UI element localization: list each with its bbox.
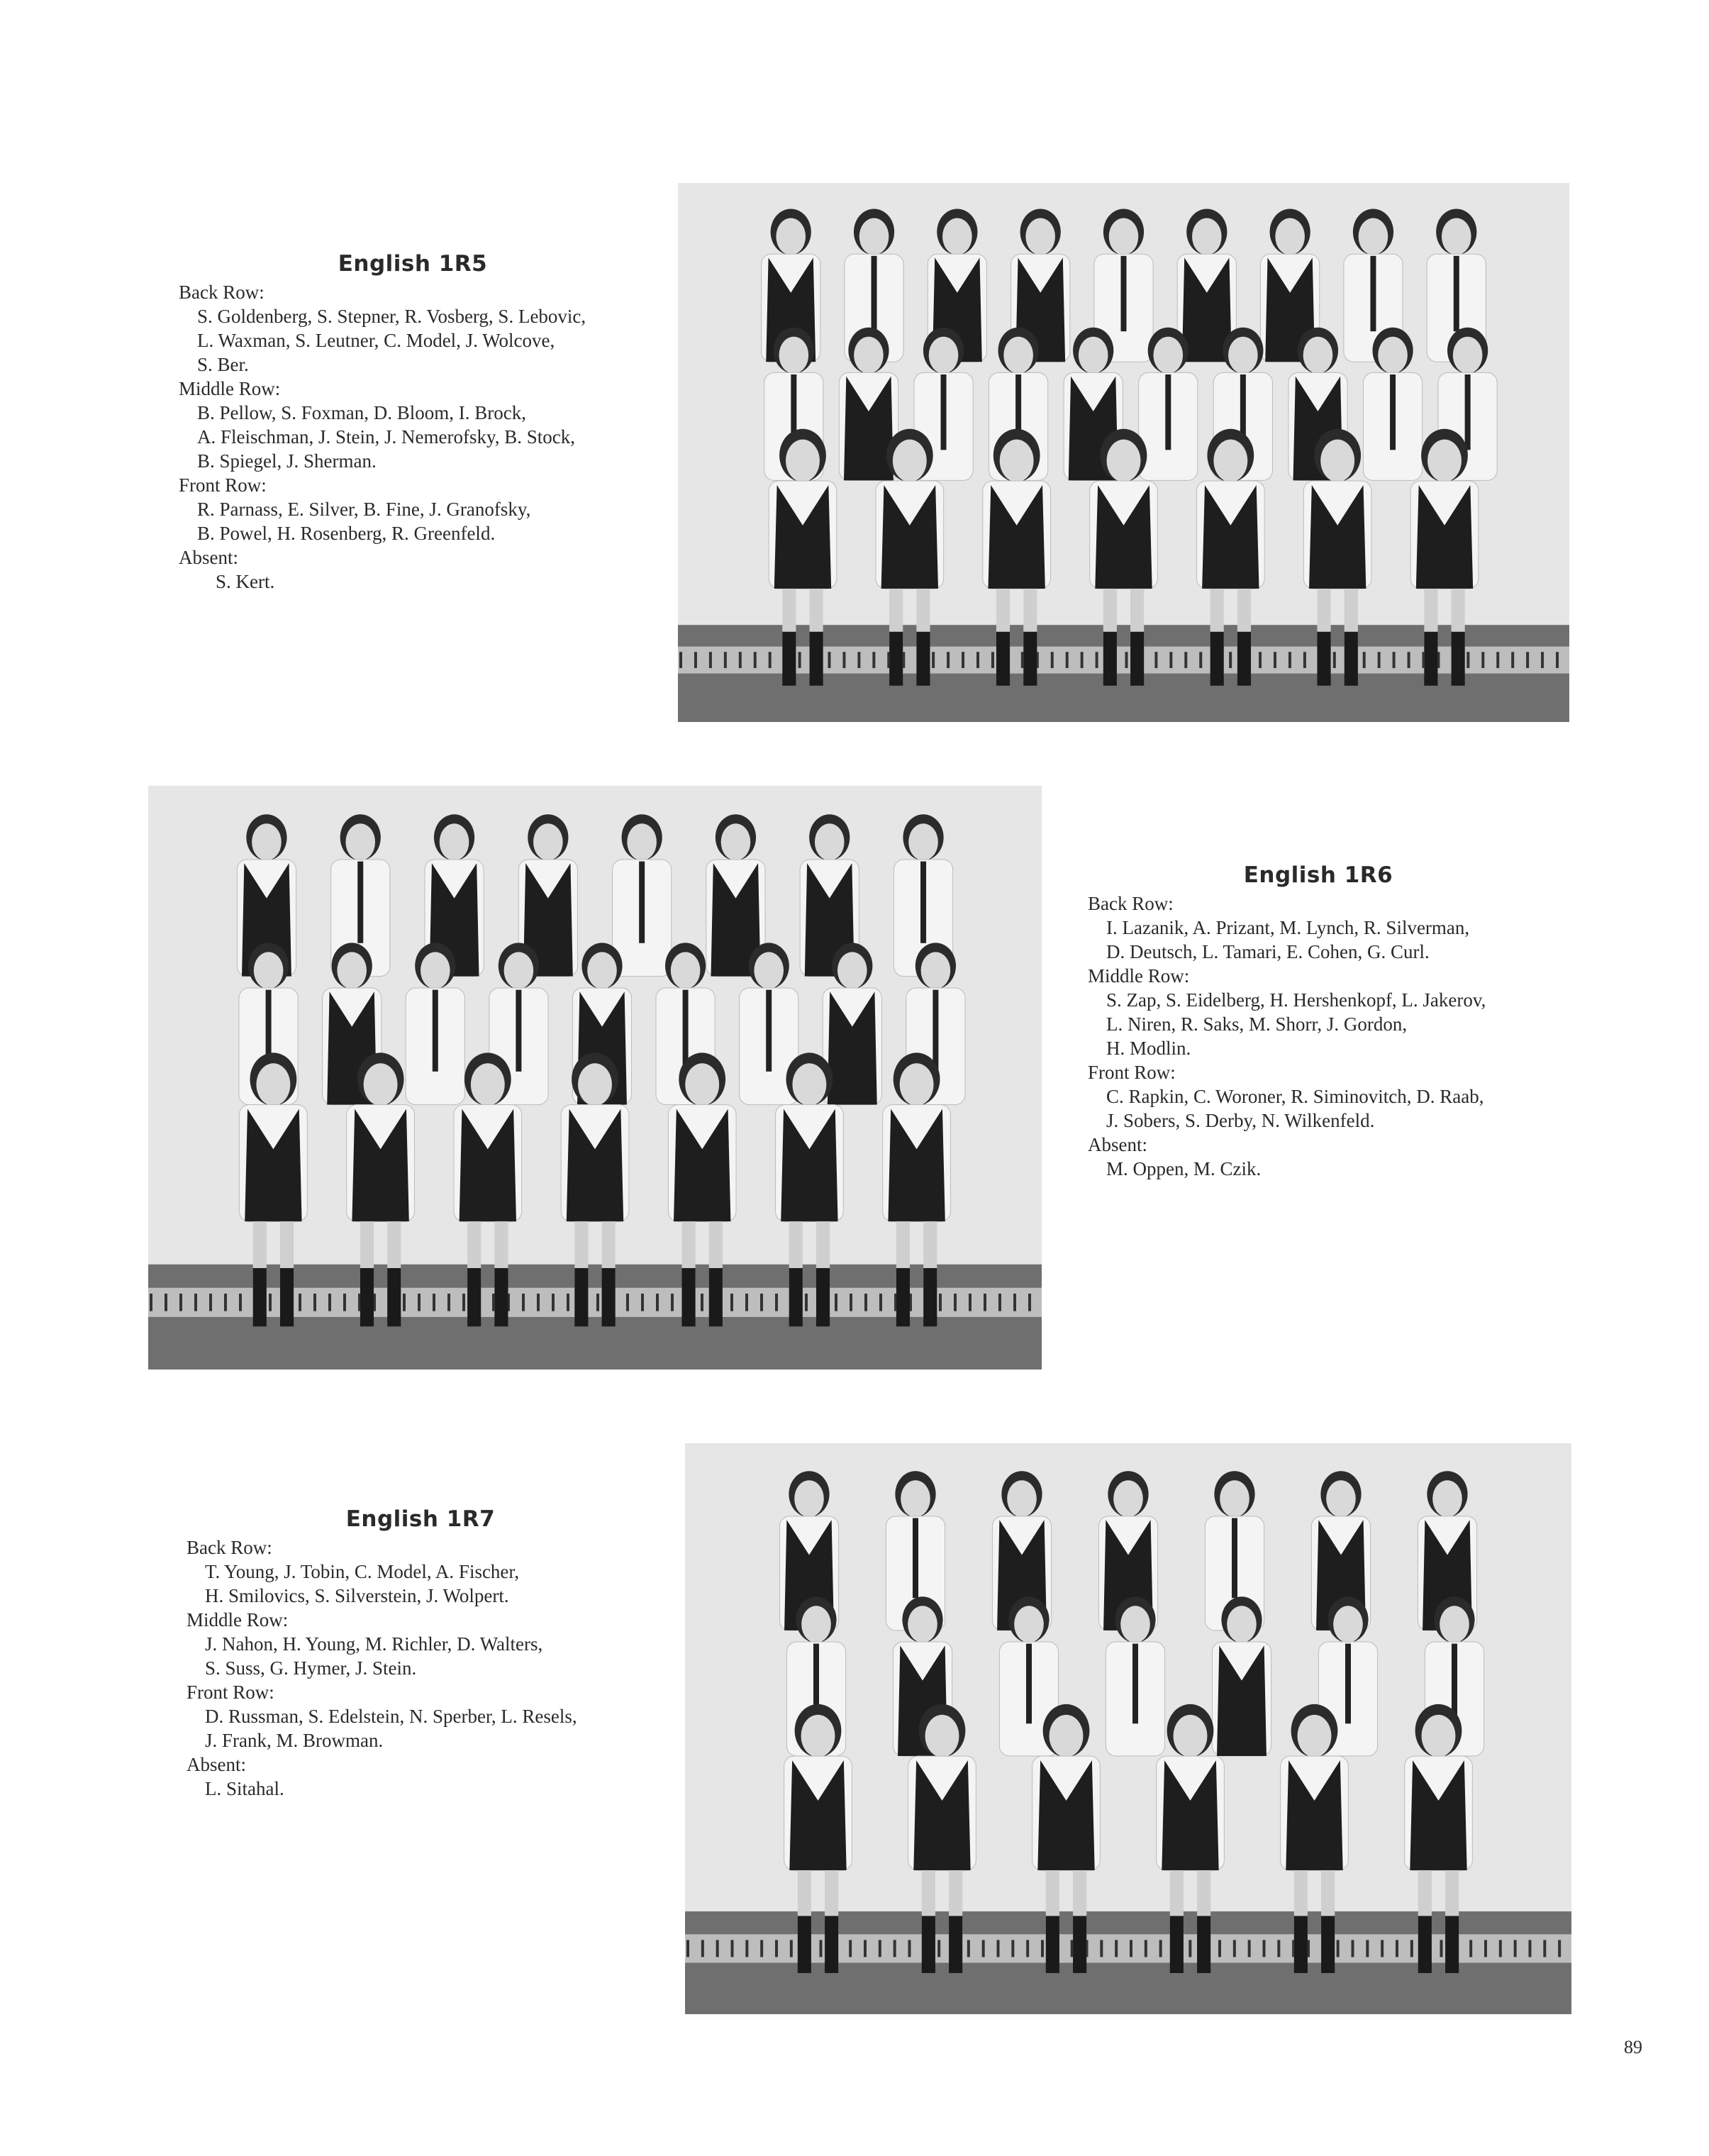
absent-names: L. Sitahal. (205, 1778, 284, 1799)
middle-row-label: Middle Row: (179, 378, 281, 399)
class-photo-english-1r7 (685, 1443, 1571, 2014)
absent-label: Absent: (1088, 1134, 1147, 1155)
front-row-names: R. Parnass, E. Silver, B. Fine, J. Granofsky, B. Powel, H. Rosenberg, R. Greenfeld. (197, 499, 531, 544)
section-title: English 1R7 (345, 1506, 496, 1532)
middle-row-label: Middle Row: (187, 1609, 289, 1630)
photo-drawing (148, 786, 1042, 1369)
middle-row-names: B. Pellow, S. Foxman, D. Bloom, I. Brock, A. Fleischman, J. Stein, J. Nemerofsky, B. Stock, B. Spiegel, J. Sherman. (197, 402, 575, 472)
front-row-names: C. Rapkin, C. Woroner, R. Siminovitch, D. Raab, J. Sobers, S. Derby, N. Wilkenfeld. (1106, 1086, 1484, 1131)
page-number: 89 (1624, 2037, 1642, 2057)
front-row-label: Front Row: (179, 474, 267, 496)
class-photo-english-1r5 (678, 183, 1569, 722)
middle-row-names: J. Nahon, H. Young, M. Richler, D. Walters, S. Suss, G. Hymer, J. Stein. (205, 1633, 543, 1679)
back-row-label: Back Row: (1088, 893, 1174, 914)
middle-row-label: Middle Row: (1088, 965, 1190, 987)
absent-names: S. Kert. (216, 571, 275, 592)
back-row-label: Back Row: (187, 1537, 272, 1558)
absent-label: Absent: (187, 1754, 246, 1775)
absent-label: Absent: (179, 547, 238, 568)
front-row-label: Front Row: (187, 1682, 274, 1703)
section-title: English 1R6 (1243, 862, 1393, 888)
front-row-label: Front Row: (1088, 1062, 1176, 1083)
caption-english-1r5 (179, 252, 647, 594)
caption-english-1r6 (1088, 863, 1549, 1181)
absent-names: M. Oppen, M. Czik. (1106, 1158, 1262, 1179)
photo-drawing (685, 1443, 1571, 2014)
caption-english-1r7 (187, 1507, 655, 1801)
middle-row-names: S. Zap, S. Eidelberg, H. Hershenkopf, L. Jakerov, L. Niren, R. Saks, M. Shorr, J. Gordon, H. Modlin. (1106, 989, 1486, 1059)
back-row-names: I. Lazanik, A. Prizant, M. Lynch, R. Silverman, D. Deutsch, L. Tamari, E. Cohen, G. Curl. (1106, 917, 1470, 962)
class-photo-english-1r6 (148, 786, 1042, 1369)
back-row-names: T. Young, J. Tobin, C. Model, A. Fischer, H. Smilovics, S. Silverstein, J. Wolpert. (205, 1561, 520, 1606)
back-row-label: Back Row: (179, 282, 265, 303)
photo-drawing (678, 183, 1569, 722)
front-row-names: D. Russman, S. Edelstein, N. Sperber, L. Resels, J. Frank, M. Browman. (205, 1706, 577, 1751)
section-title: English 1R5 (338, 251, 488, 277)
back-row-names: S. Goldenberg, S. Stepner, R. Vosberg, S. Lebovic, L. Waxman, S. Leutner, C. Model, J. Wolcove, S. Ber. (197, 306, 586, 375)
